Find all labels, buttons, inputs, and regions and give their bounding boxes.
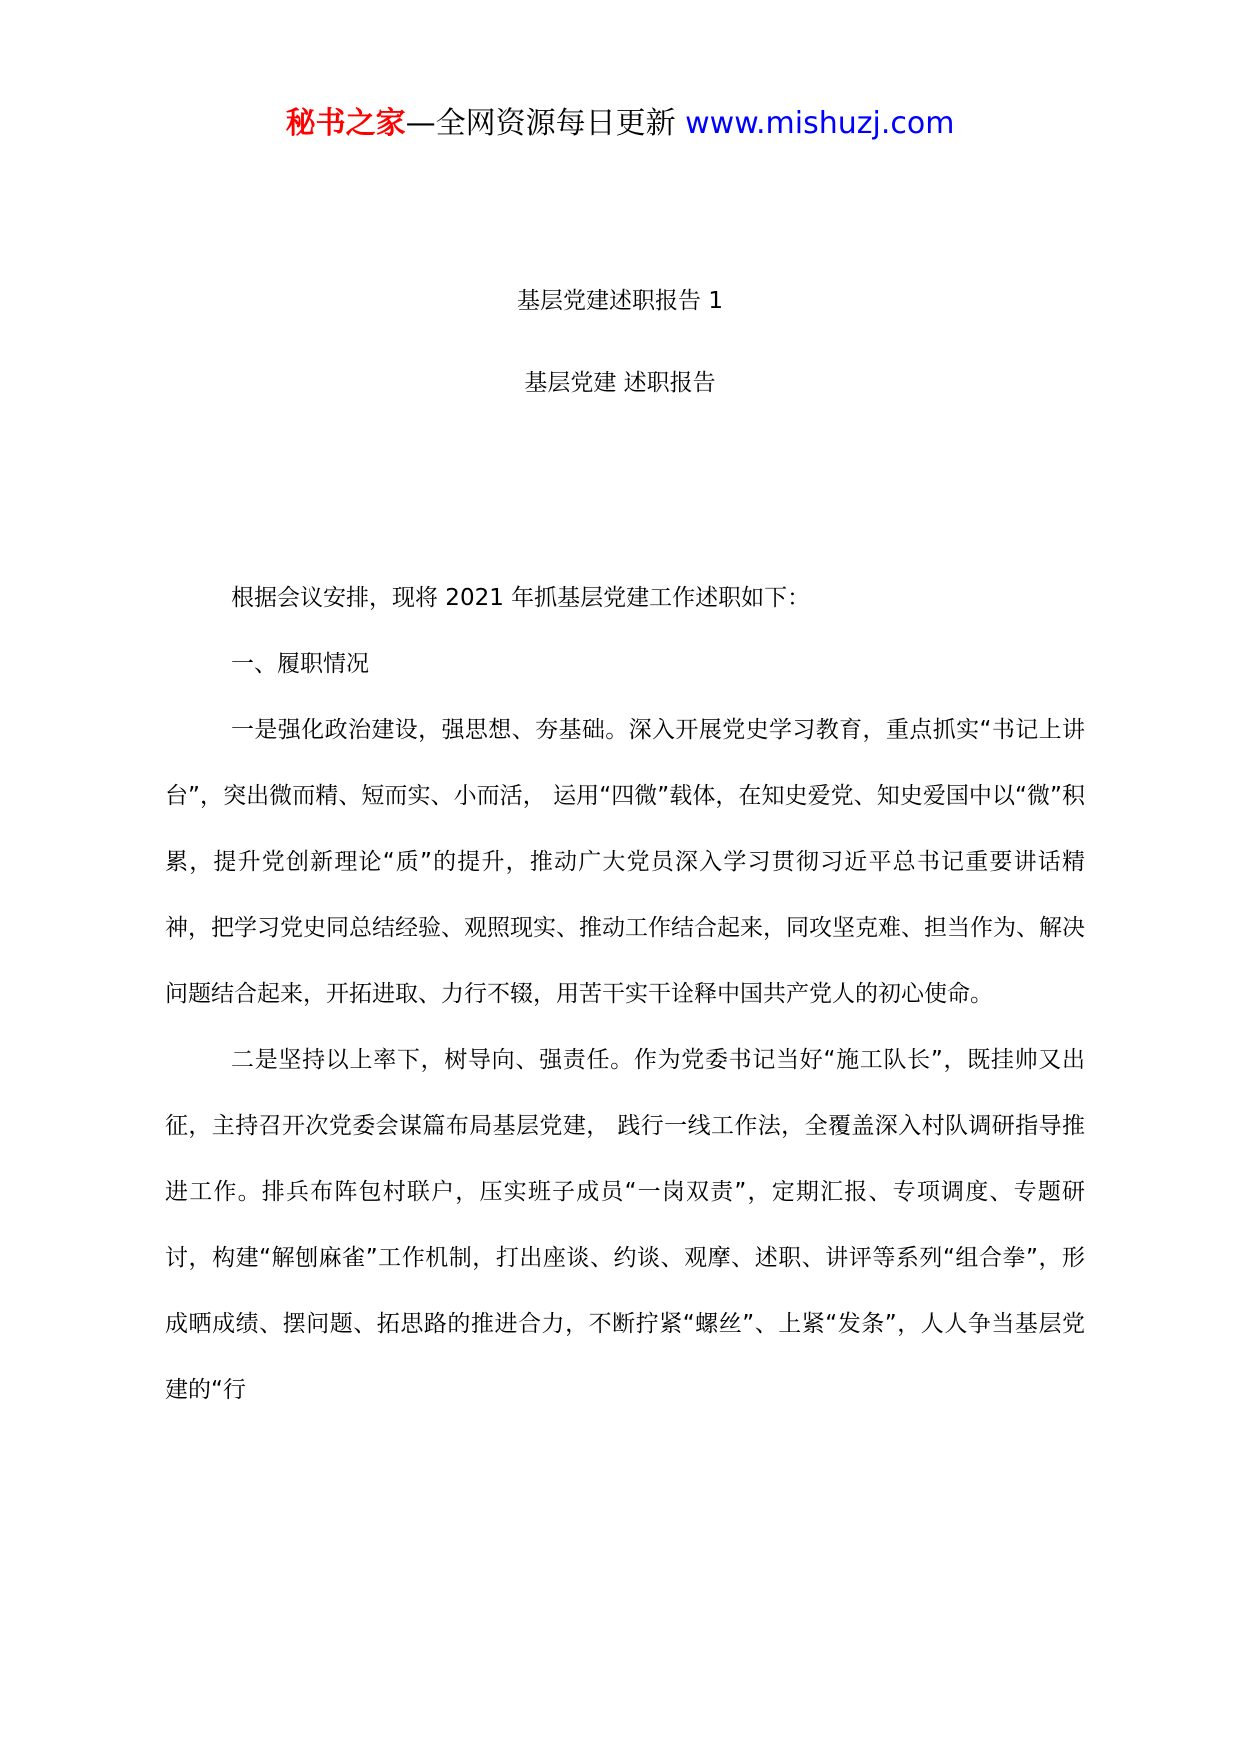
site-url-link[interactable]: www.mishuzj.com bbox=[685, 106, 955, 141]
site-brand: 秘书之家 bbox=[285, 106, 406, 141]
site-tagline: —全网资源每日更新 bbox=[405, 106, 686, 141]
paragraph-leading-by-example: 二是坚持以上率下，树导向、强责任。作为党委书记当好“施工队长”，既挂帅又出征，主持召开次党委会谋篇布局基层党建， 践行一线工作法，全覆盖深入村队调研指导推进工作。排兵布阵包村联户，压实班子成员“一岗双责”，定期汇报、专项调度、专题研讨，构建“解刨麻雀”工作机制，打出座谈、约谈、观摩、述职、讲评等系列“组合拳”，形成晒成绩、摆问题、拓思路的推进合力，不断拧紧“螺丝”、上紧“发条”，人人争当基层党建的“行 bbox=[165, 1047, 1085, 1403]
paragraph-intro: 根据会议安排，现将 2021 年抓基层党建工作述职如下： bbox=[231, 585, 811, 611]
document-subtitle: 基层党建 述职报告 bbox=[524, 370, 716, 396]
section-heading: 一、履职情况 bbox=[231, 651, 369, 677]
paragraph-political-construction: 一是强化政治建设，强思想、夯基础。深入开展党史学习教育，重点抓实“书记上讲台”，突出微而精、短而实、小而活， 运用“四微”载体，在知史爱党、知史爱国中以“微”积累，提升党创新理论“质”的提升，推动广大党员深入学习贯彻习近平总书记重要讲话精神，把学习党史同总结经验、观照现实、推动工作结合起来，同攻坚克难、担当作为、解决问题结合起来，开拓进取、力行不辍，用苦干实干诠释中国共产党人的初心使命。 bbox=[165, 717, 1085, 1007]
document-body bbox=[165, 565, 1085, 1423]
document-title: 基层党建述职报告 1 bbox=[517, 288, 723, 314]
site-banner bbox=[0, 104, 1240, 144]
